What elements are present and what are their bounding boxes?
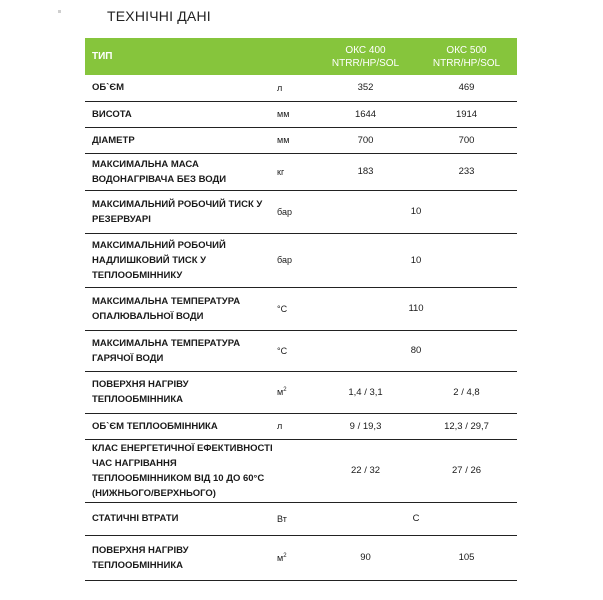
page-corner-mark — [58, 10, 61, 13]
parameter-unit — [273, 233, 315, 287]
value-shared: 80 — [315, 330, 517, 371]
unit-text: мм — [277, 109, 290, 119]
table-body — [85, 75, 517, 580]
table-row — [85, 233, 517, 287]
parameter-name: ПОВЕРХНЯ НАГРІВУ ТЕПЛООБМІННИКА — [85, 535, 273, 580]
unit-text: бар — [277, 255, 292, 265]
value-shared: 10 — [315, 190, 517, 233]
unit-text: бар — [277, 206, 292, 217]
header-model-500-name: ОКС 500 — [446, 44, 487, 56]
table-header — [85, 38, 517, 75]
table-row — [85, 153, 517, 190]
value-model-400: 1644 — [315, 101, 416, 127]
header-model-400-name: ОКС 400 — [345, 44, 386, 56]
value-model-400: 9 / 19,3 — [315, 413, 416, 439]
table-row — [85, 439, 517, 502]
value-model-400: 90 — [315, 535, 416, 580]
value-model-500: 700 — [416, 127, 517, 153]
parameter-name: ОБ`ЄМ ТЕПЛООБМІННИКА — [85, 413, 273, 439]
parameter-unit — [273, 371, 315, 413]
value-model-500: 469 — [416, 75, 517, 101]
technical-data-table — [85, 38, 517, 581]
parameter-name: МАКСИМАЛЬНИЙ РОБОЧИЙ ТИСК У РЕЗЕРВУАРІ — [85, 190, 273, 233]
parameter-unit — [273, 101, 315, 127]
value-model-500: 12,3 / 29,7 — [416, 413, 517, 439]
parameter-name: СТАТИЧНІ ВТРАТИ — [85, 502, 273, 535]
unit-text: л — [277, 421, 283, 431]
table-row — [85, 371, 517, 413]
parameter-unit — [273, 153, 315, 190]
parameter-name: МАКСИМАЛЬНИЙ РОБОЧИЙ НАДЛИШКОВИЙ ТИСК У ТЕПЛООБМІННИКУ — [85, 233, 273, 287]
parameter-name: МАКСИМАЛЬНА ТЕМПЕРАТУРА ОПАЛЮВАЛЬНОЇ ВОДИ — [85, 287, 273, 330]
value-model-400: 700 — [315, 127, 416, 153]
value-model-400: 22 / 32 — [315, 439, 416, 502]
page-title: ТЕХНІЧНІ ДАНІ — [107, 8, 211, 24]
table-row — [85, 330, 517, 371]
parameter-unit — [273, 190, 315, 233]
parameter-unit — [273, 127, 315, 153]
unit-text: мм — [277, 135, 290, 145]
parameter-name: МАКСИМАЛЬНА ТЕМПЕРАТУРА ГАРЯЧОЇ ВОДИ — [85, 330, 273, 371]
unit-text: Вт — [277, 513, 287, 524]
header-type-label: ТИП — [92, 51, 113, 62]
unit-text: °C — [277, 303, 288, 314]
header-model-400-variant: NTRR/HP/SOL — [331, 57, 400, 69]
unit-superscript: 2 — [283, 387, 287, 393]
parameter-unit — [273, 439, 315, 502]
parameter-name: ПОВЕРХНЯ НАГРІВУ ТЕПЛООБМІННИКА — [85, 371, 273, 413]
value-model-500: 105 — [416, 535, 517, 580]
header-model-500-variant: NTRR/HP/SOL — [432, 57, 501, 69]
header-model-500 — [416, 38, 517, 75]
table-row — [85, 127, 517, 153]
table-row — [85, 75, 517, 101]
value-model-500: 2 / 4,8 — [416, 371, 517, 413]
value-model-500: 27 / 26 — [416, 439, 517, 502]
value-model-400: 352 — [315, 75, 416, 101]
unit-text: м — [277, 552, 284, 563]
parameter-unit — [273, 75, 315, 101]
table-row — [85, 502, 517, 535]
unit-text: л — [277, 82, 283, 93]
parameter-name: МАКСИМАЛЬНА МАСА ВОДОНАГРІВАЧА БЕЗ ВОДИ — [85, 153, 273, 190]
table-row — [85, 413, 517, 439]
parameter-unit — [273, 413, 315, 439]
header-model-400 — [315, 38, 416, 75]
value-shared: 110 — [315, 287, 517, 330]
unit-text: м — [277, 387, 284, 397]
parameter-name: ВИСОТА — [85, 101, 273, 127]
table-row — [85, 101, 517, 127]
parameter-unit — [273, 330, 315, 371]
value-shared: 10 — [315, 233, 517, 287]
value-model-400: 1,4 / 3,1 — [315, 371, 416, 413]
unit-text: кг — [277, 166, 285, 177]
parameter-name: ДІАМЕТР — [85, 127, 273, 153]
value-model-500: 1914 — [416, 101, 517, 127]
parameter-unit — [273, 502, 315, 535]
parameter-unit — [273, 535, 315, 580]
value-model-500: 233 — [416, 153, 517, 190]
value-shared: C — [315, 502, 517, 535]
table-row — [85, 190, 517, 233]
unit-text: °C — [277, 345, 288, 356]
parameter-name: КЛАС ЕНЕРГЕТИЧНОЇ ЕФЕКТИВНОСТІ ЧАС НАГРІВАННЯ ТЕПЛООБМІННИКОМ ВІД 10 ДО 60°C (НИЖНЬОГО/ВЕРХНЬОГО) — [85, 439, 273, 502]
table-row — [85, 535, 517, 580]
parameter-name: ОБ`ЄМ — [85, 75, 273, 101]
table-row — [85, 287, 517, 330]
value-model-400: 183 — [315, 153, 416, 190]
unit-superscript: 2 — [283, 552, 287, 559]
parameter-unit — [273, 287, 315, 330]
